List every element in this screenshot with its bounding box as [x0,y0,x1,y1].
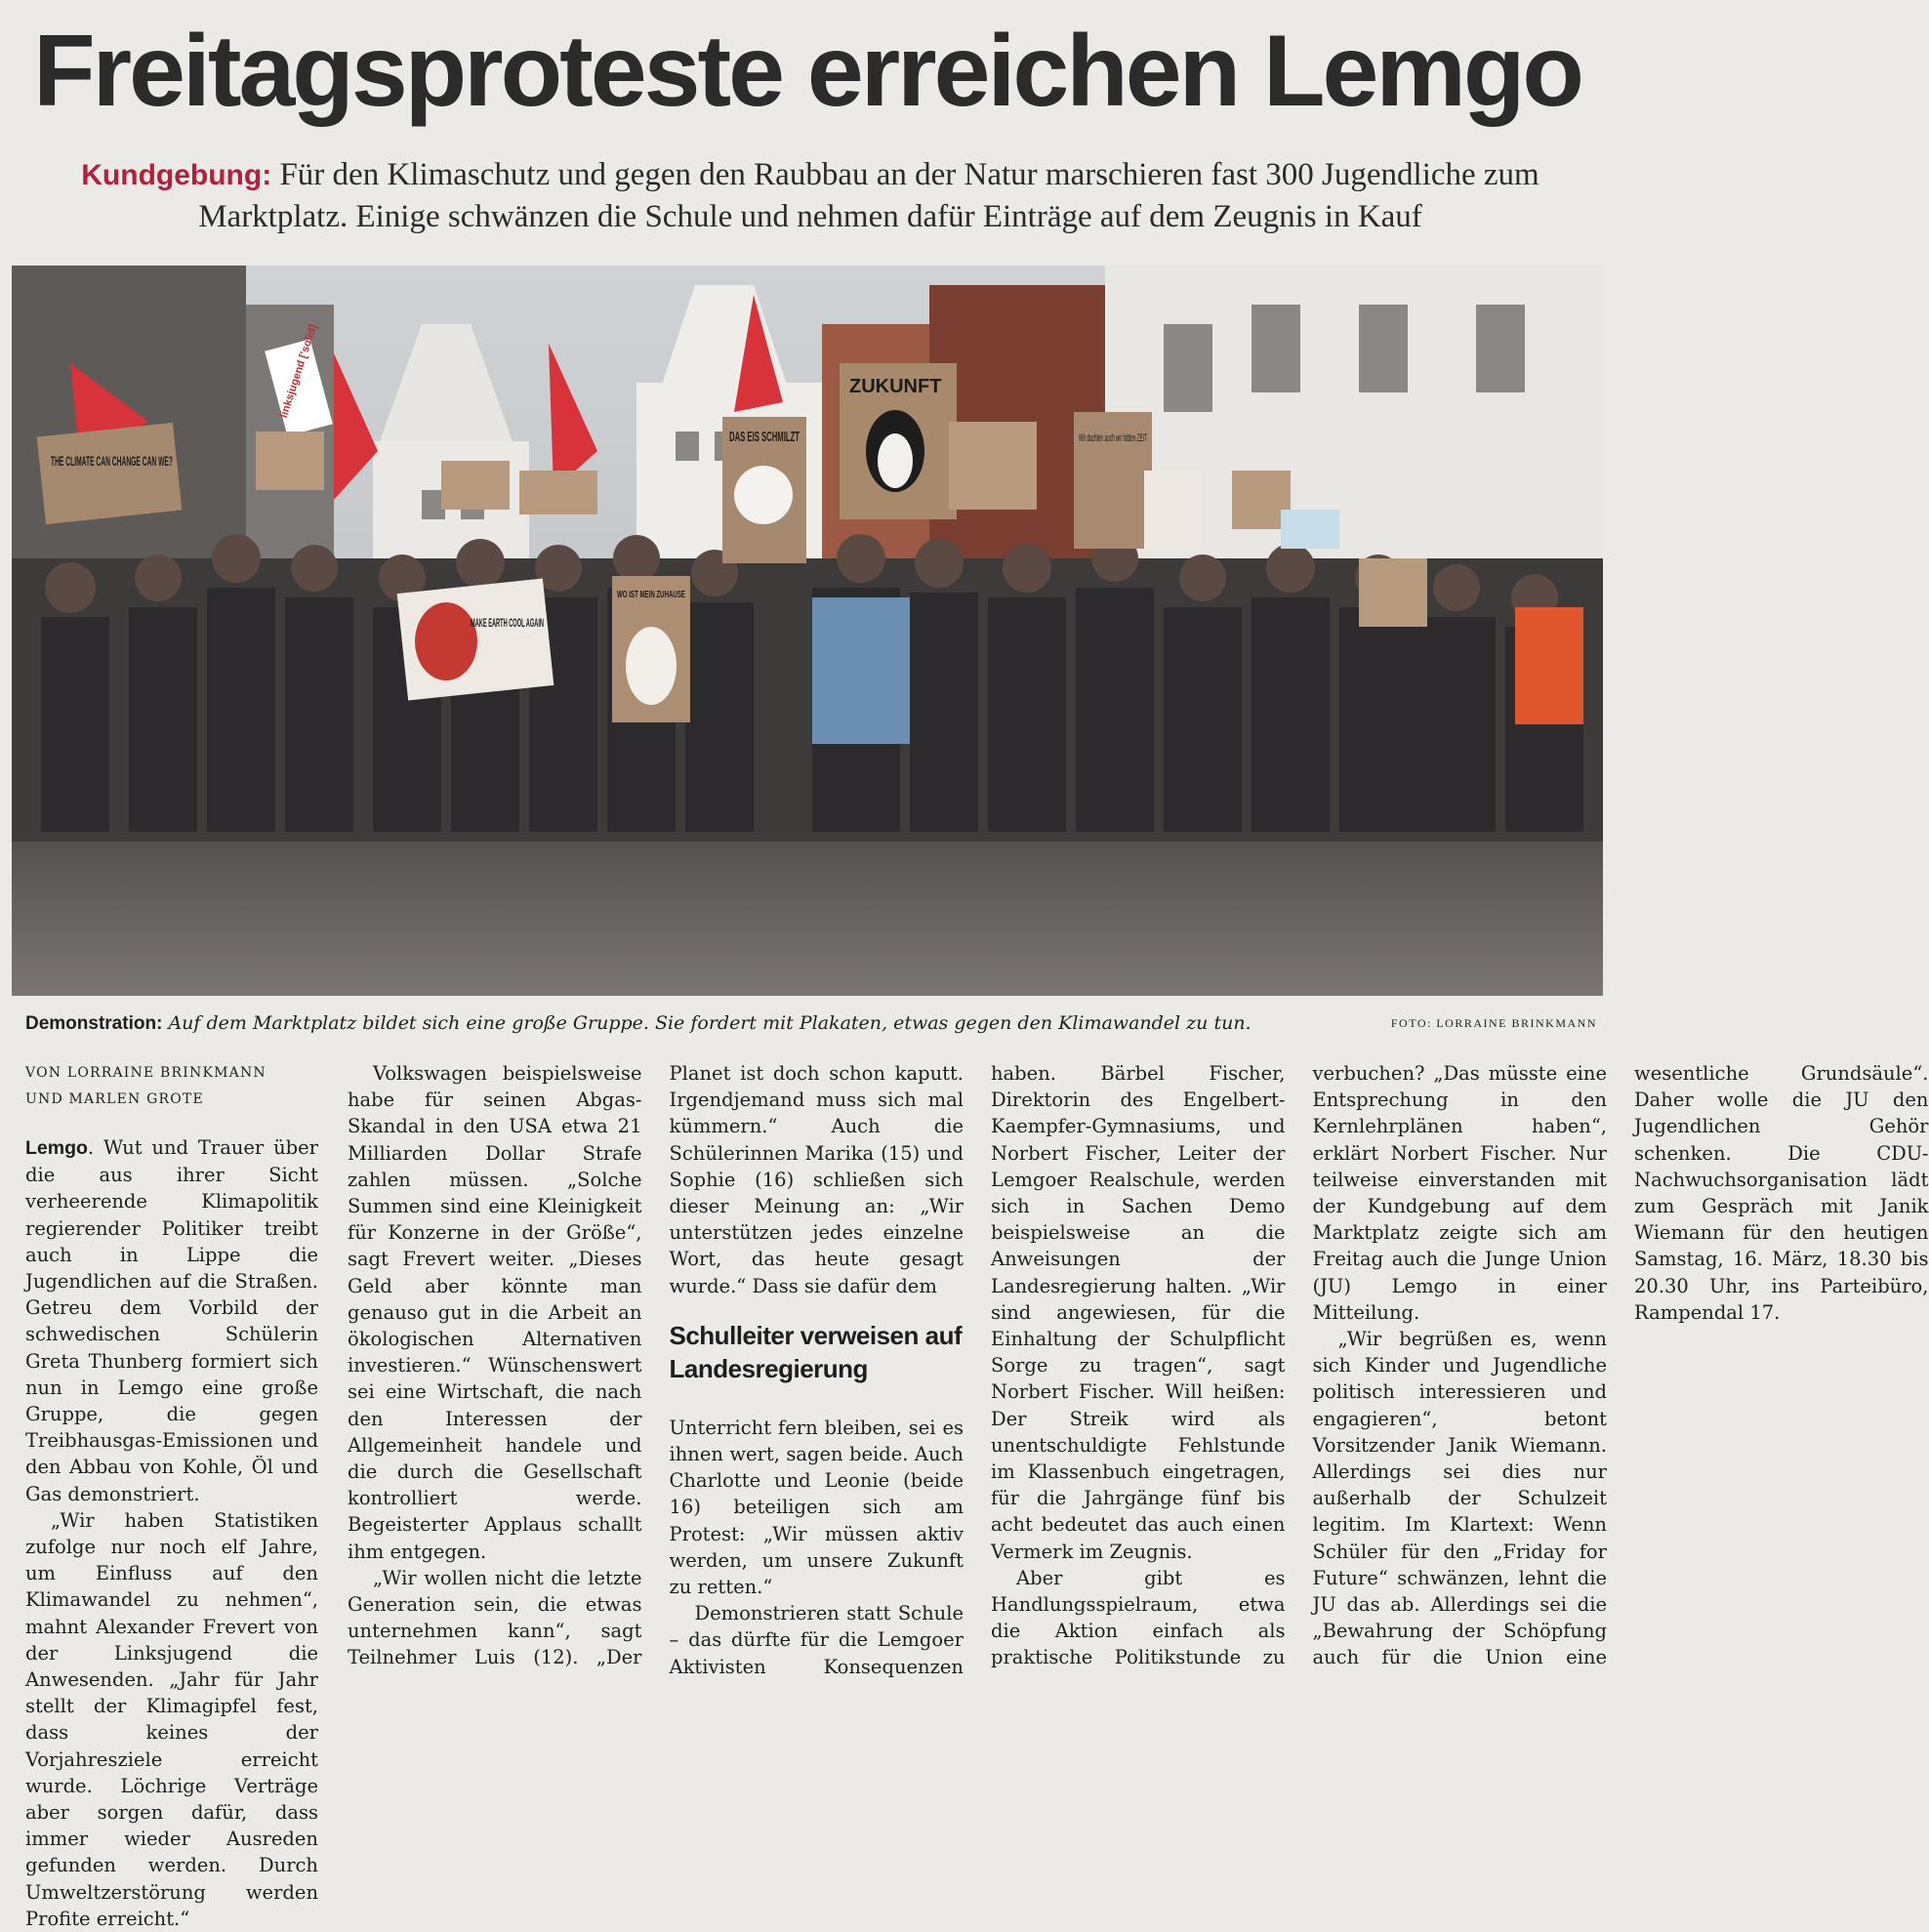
photo-sign-make-earth [397,578,554,700]
photo-sign-zuhause [612,576,690,722]
photo-demonstration [12,266,1603,996]
paragraph-4: „Wir wollen nicht die letzte Generation sein, die etwas unternehmen kann“, sagt Teilnehmer Luis (12). „Der Planet ist doch schon kaputt. Irgendjemand muss sich mal kümmern.“ Auch die Schülerinnen Marika (15) und Sophie (16) schließen sich dieser Meinung an: „Wir unterstützen jedes einzelne Wort, das heute gesagt wurde.“ Dass sie dafür dem [348,1062,964,1669]
caption-text: Auf dem Marktplatz bildet sich eine große Gruppe. Sie fordert mit Plakaten, etwas gegen den Klimawandel zu tun. [168,1012,1252,1034]
paragraph-8: „Wir begrüßen es, wenn sich Kinder und Jugendliche politisch interessieren und engagieren“, betont Vorsitzender Janik Wiemann. Allerdings sei dies nur außerhalb der Schulzeit legitim. Im Klartext: Wenn Schüler für den „Friday for Future“ schwänzen, lehnt die JU das ab. Allerdings sei die „Bewahrung der Schöpfung auch für die Union eine wesentliche Grundsäule“. Daher wolle die JU den Jugendlichen Gehör schenken. Die CDU-Nachwuchsorganisation lädt zum Gespräch mit Janik Wiemann für den heutigen Samstag, 16. März, 18.30 bis 20.30 Uhr, ins Parteibüro, Rampendal 17. [1312,1062,1929,1669]
column-1 [25,1060,318,1930]
photo-sign-zukunft [840,363,957,519]
sign-text: WO IST MEIN ZUHAUSE [617,590,686,600]
byline-line-2: UND MARLEN GROTE [25,1091,204,1107]
subheading: Schulleiter verweisen auf Landesregierung [669,1320,963,1383]
sign-text: MAKE EARTH COOL AGAIN [471,616,544,630]
paragraph-5: Unterricht fern bleiben, sei es ihnen wert, sagen beide. Auch Charlotte und Leonie (beide 16) beteiligen sich am Protest: „Wir müssen aktiv werden, um unsere Zukunft zu retten.“ [669,1416,964,1599]
paragraph-2: „Wir haben Statistiken zufolge nur noch elf Jahre, um Einfluss auf den Klimawandel zu nehmen“, mahnt Alexander Frevert von der Linksjugend die Anwesenden. „Jahr für Jahr stellt der Klimagipfel fest, dass keines der Vorjahresziele erreicht wurde. Löchrige Verträge aber sorgen dafür, dass immer wieder Ausreden gefunden werden. Durch Umweltzerstörung werden Profite erreicht.“ [25,1508,318,1930]
sign-text: linksjugend ['solid] [277,322,320,420]
paragraph-6: Demonstrieren statt Schule – das dürfte für die Lemgoer Aktivisten Konsequenzen haben. Bärbel Fischer, Direktorin des Engelbert-Kaempfer-Gymnasiums, und Norbert Fischer, Leiter der Lemgoer Realschule, werden sich in Sachen Demo beispielsweise an die Anweisungen der Landesregierung halten. „Wir sind angewiesen, für die Einhaltung der Schulpflicht Sorge zu tragen“, sagt Norbert Fischer. Will heißen: Der Streik wird als unentschuldigte Fehlstunde im Klassenbuch eingetragen, für die Jahrgänge fünf bis acht bedeutet das auch einen Vermerk im Zeugnis. [669,1062,1286,1678]
byline [25,1060,318,1113]
paragraph-7: Aber gibt es Handlungsspielraum, etwa die Aktion einfach als praktische Politikstunde zu verbuchen? „Das müsste eine Entsprechung in den Kernlehrplänen haben“, erklärt Norbert Fischer. Nur teilweise einverstanden mit der Kundgebung auf dem Marktplatz zeigte sich am Freitag auch die Junge Union (JU) Lemgo in einer Mitteilung. [991,1062,1607,1669]
subheadline [39,154,1581,237]
byline-line-1: VON LORRAINE BRINKMANN [25,1065,267,1081]
dateline: Lemgo [25,1137,88,1159]
paragraph-1 [25,1134,318,1507]
photo-sign-zeit [1074,412,1152,549]
caption-label: Demonstration: [25,1013,163,1034]
subheadline-text: Für den Klimaschutz und gegen den Raubbau an der Natur marschieren fast 300 Jugendliche zum Marktplatz. Einige schwänzen die Schule und nehmen dafür Einträge auf dem Zeugnis in Kauf [198,157,1539,234]
photo-caption [25,1010,1597,1036]
headline: Freitagsproteste erreichen Lemgo [33,15,1581,128]
sign-text: ZUKUNFT [849,376,942,397]
photo-credit: FOTO: LORRAINE BRINKMANN [1390,1016,1597,1030]
paragraph-3: Volkswagen beispielsweise habe für seinen Abgas-Skandal in den USA etwa 21 Milliarden Dollar Strafe zahlen müssen. „Solche Summen sind eine Kleinigkeit für Konzerne in der Größe“, sagt Frevert weiter. „Dieses Geld aber könnte man genauso gut in die Arbeit an ökologischen Alternativen investieren.“ Wünschenswert sei eine Wirtschaft, die nach den Interessen der Allgemeinheit handele und die durch die Gesellschaft kontrolliert werde. Begeisterter Applaus schallt ihm entgegen. [348,1062,642,1563]
photo-sign-eis [722,417,806,563]
kicker: Kundgebung: [81,159,272,191]
sign-text: Wir dachten auch wir hätten ZEIT [1079,432,1148,444]
sign-text: DAS EIS SCHMILZT [729,429,800,445]
sign-text: THE CLIMATE CAN CHANGE CAN WE? [51,453,173,469]
paragraph-1-text: . Wut und Trauer über die aus ihrer Sicht verheerende Klimapolitik regierender Politiker treibt auch in Lippe die Jugendlichen auf die Straßen. Getreu dem Vorbild der schwedischen Schülerin Greta Thunberg formiert sich nun in Lemgo eine große Gruppe, die gegen Treibhausgas-Emissionen und den Abbau von Kohle, Öl und Gas demonstriert. [25,1136,318,1505]
article-body [348,1060,1929,1695]
photo-sign-climate [37,423,183,524]
